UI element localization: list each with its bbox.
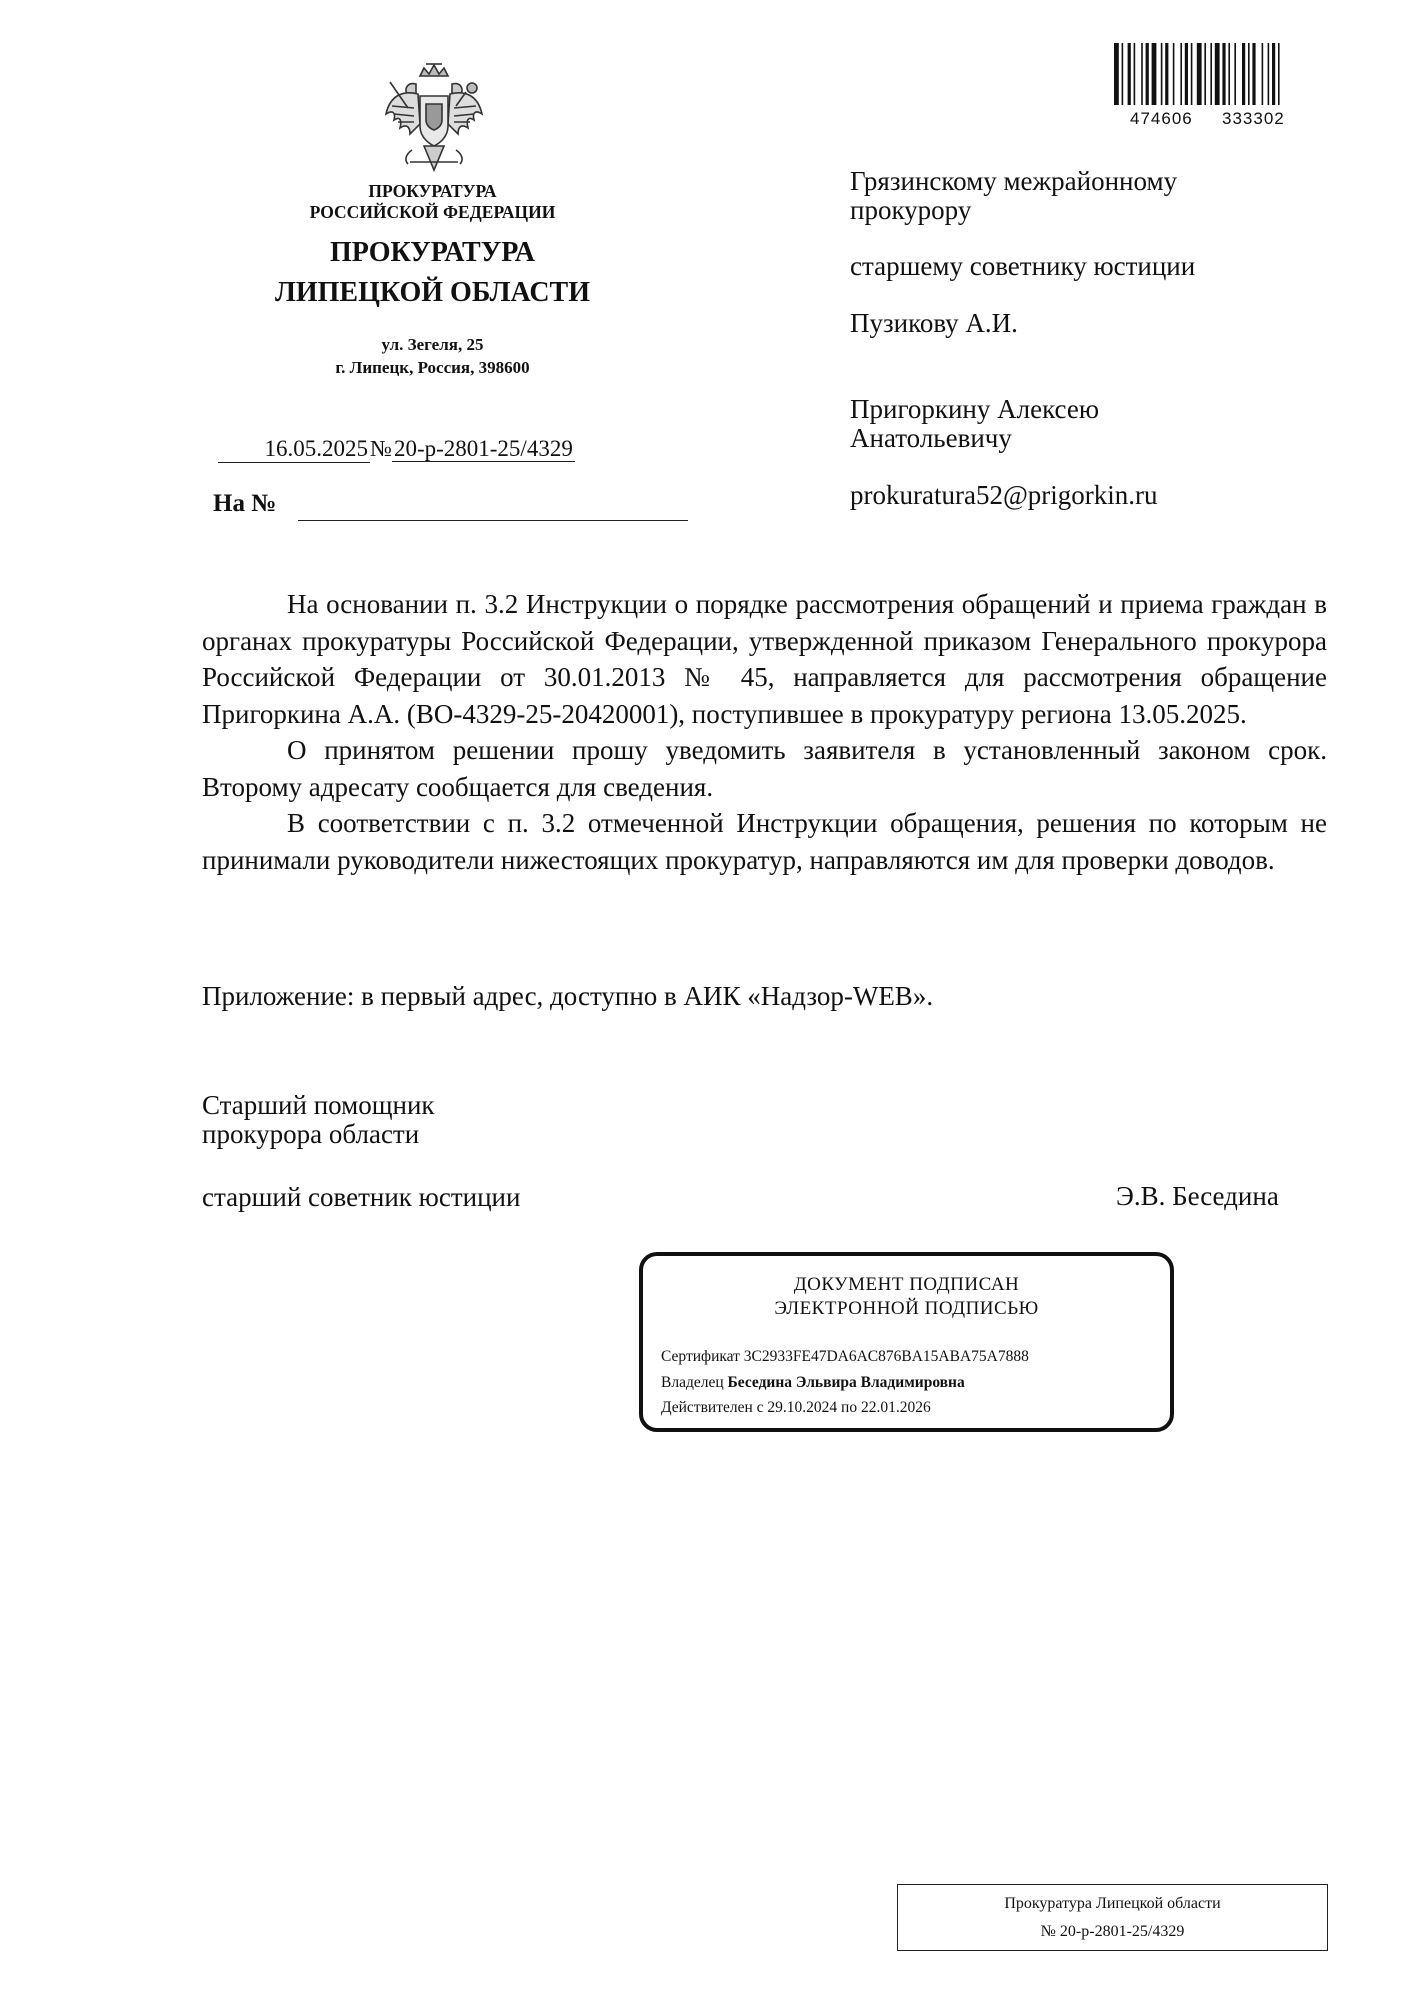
number-sign: № [370,436,392,461]
document-barcode [1112,43,1334,129]
barcode-bar [1161,43,1163,105]
barcode-bar [1128,43,1131,105]
body-paragraph-1: На основании п. 3.2 Инструкции о порядке рассмотрения обращений и приема граждан в органах прокуратуры Российской Федерации, утвержденной приказом Генерального прокурора Российской Федерации от 30.01.2013 № 45, направляется для рассмотрения обращение Пригоркина А.А. (ВО-4329-25-20420001), поступившее в прокуратуру региона 13.05.2025. [202,589,1327,729]
russian-emblem-icon [380,62,488,180]
address-line-2: г. Липецк, Россия, 398600 [335,358,530,377]
footer-org: Прокуратура Липецкой области [1004,1895,1221,1912]
barcode-bar [1252,43,1255,105]
second-addressee-line-1: Пригоркину Алексею [850,394,1099,424]
registration-line [218,436,575,463]
valid-label: Действителен [661,1399,753,1416]
reply-number-blank [298,520,688,521]
footer-number: № 20-р-2801-25/4329 [1040,1923,1185,1940]
valid-to: 22.01.2026 [860,1399,931,1416]
barcode-bar [1234,43,1236,105]
addressee-rank: старшему советнику юстиции [850,251,1196,281]
barcode-bar [1228,43,1230,105]
barcode-bar [1242,43,1245,105]
barcode-bar [1134,43,1136,105]
stamp-validity-row [661,1399,931,1417]
stamp-title-line-1: ДОКУМЕНТ ПОДПИСАН [793,1274,1020,1295]
signatory-rank: старший советник юстиции [202,1182,521,1212]
address-line-1: ул. Зегеля, 25 [381,335,484,354]
certificate-value: 3C2933FE47DA6AC876BA15ABA75A7888 [743,1348,1029,1365]
footer-registration-box [897,1884,1328,1951]
signatory-name: Э.В. Беседина [1116,1181,1279,1211]
org-line-1: ПРОКУРАТУРА [368,181,497,201]
body-paragraph-3: В соответствии с п. 3.2 отмеченной Инструкции обращения, решения по которым не принимали руководители нижестоящих прокуратур, направляются им для проверки доводов. [202,808,1327,875]
addressee-line-1: Грязинскому межрайонному [850,166,1178,196]
signatory-position-line-2: прокурора области [202,1119,420,1149]
barcode-left-number: 474606 [1130,109,1193,128]
stamp-owner-row [661,1374,965,1392]
valid-from: 29.10.2024 [767,1399,838,1416]
barcode-bar [1215,43,1220,105]
barcode-bar [1222,43,1225,105]
letter-body [202,586,1327,878]
registration-date: 16.05.2025 [218,436,370,463]
addressee-line-2: прокурору [850,195,972,225]
valid-from-label: с [756,1399,764,1416]
body-paragraph-2: О принятом решении прошу уведомить заявителя в установленный законом срок. Второму адресату сообщается для сведения. [202,735,1327,802]
stamp-certificate-row [661,1348,1029,1366]
barcode-bar [1165,43,1168,105]
barcode-right-number: 333302 [1222,109,1285,128]
addressee-email: prokuratura52@prigorkin.ru [850,480,1158,510]
barcode-bar [1210,43,1212,105]
owner-value: Беседина Эльвира Владимировна [727,1374,965,1391]
barcode-bar [1262,43,1264,105]
barcode-bar [1152,43,1157,105]
registration-number: 20-р-2801-25/4329 [393,436,573,461]
barcode-bar [1278,43,1280,105]
barcode-bar [1268,43,1270,105]
addressee-name: Пузикову А.И. [850,308,1018,338]
reply-number-label: На № [213,490,277,517]
barcode-bar [1185,43,1188,105]
barcode-bar [1173,43,1175,105]
owner-label: Владелец [661,1374,724,1391]
barcode-bar [1122,43,1124,105]
barcode-bar [1180,43,1182,105]
electronic-signature-stamp [639,1252,1174,1432]
certificate-label: Сертификат [661,1348,740,1365]
barcode-bar [1191,43,1193,105]
stamp-title-line-2: ЭЛЕКТРОННОЙ ПОДПИСЬЮ [774,1298,1039,1319]
barcode-bar [1197,43,1202,105]
barcode-bar [1248,43,1250,105]
barcode-bar [1146,43,1149,105]
barcode-bar [1272,43,1275,105]
barcode-bar [1114,43,1119,105]
valid-to-label: по [841,1399,858,1416]
second-addressee-line-2: Анатольевичу [850,423,1012,453]
barcode-bar [1141,43,1143,105]
org-line-2: РОССИЙСКОЙ ФЕДЕРАЦИИ [309,202,556,222]
title-line-1: ПРОКУРАТУРА [329,237,536,268]
signatory-position-line-1: Старший помощник [202,1090,435,1120]
attachment-note: Приложение: в первый адрес, доступно в АИК «Надзор-WEB». [202,981,934,1011]
barcode-bars [1112,43,1334,105]
title-line-2: ЛИПЕЦКОЙ ОБЛАСТИ [275,277,590,308]
barcode-bar [1204,43,1206,105]
